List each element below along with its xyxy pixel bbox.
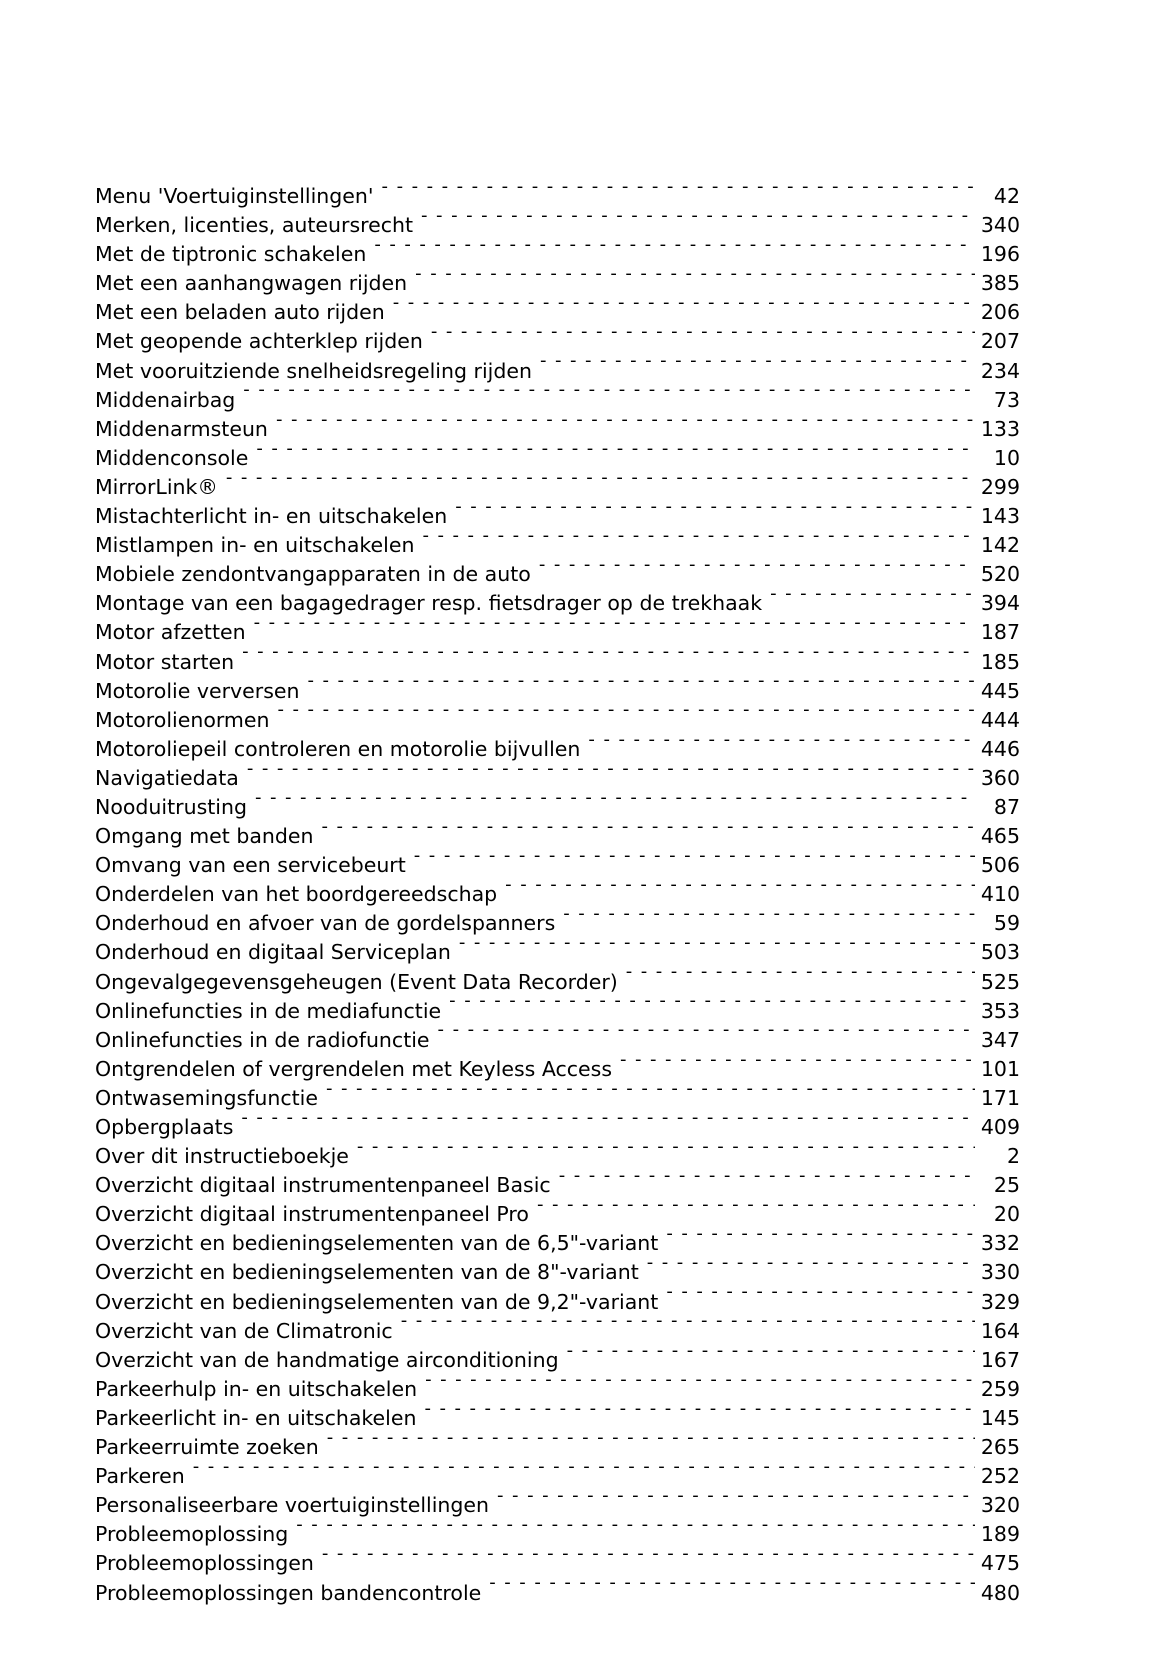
- index-entry[interactable]: [95, 1171, 1020, 1200]
- dot-leader: [497, 1492, 975, 1513]
- index-entry[interactable]: [95, 240, 1020, 269]
- dot-leader: [415, 270, 975, 291]
- index-entry-page-number: 145: [980, 1405, 1020, 1430]
- index-entry[interactable]: [95, 1520, 1020, 1549]
- index-entry[interactable]: [95, 182, 1020, 211]
- index-entry-title: Met vooruitziende snelheidsregeling rijden: [95, 358, 532, 383]
- index-entry-page-number: 185: [980, 649, 1020, 674]
- index-entry[interactable]: [95, 473, 1020, 502]
- index-entry-page-number: 320: [980, 1493, 1020, 1518]
- index-entry[interactable]: [95, 618, 1020, 647]
- index-entry[interactable]: [95, 1462, 1020, 1491]
- index-entry-title: Overzicht en bedieningselementen van de 9,2"-variant: [95, 1289, 659, 1314]
- dot-leader: [666, 1230, 975, 1251]
- dot-leader: [449, 997, 975, 1018]
- index-entry-page-number: 525: [980, 969, 1020, 994]
- index-entry-page-number: 340: [980, 213, 1020, 238]
- dot-leader: [247, 764, 975, 785]
- dot-leader: [322, 1550, 975, 1571]
- dot-leader: [438, 1026, 975, 1047]
- index-entry[interactable]: [95, 327, 1020, 356]
- index-entry-page-number: 171: [980, 1085, 1020, 1110]
- index-entry[interactable]: [95, 1258, 1020, 1287]
- index-entry[interactable]: [95, 1404, 1020, 1433]
- index-entry-title: Motor starten: [95, 649, 235, 674]
- index-entry-title: Ontwasemingsfunctie: [95, 1085, 318, 1110]
- index-entry-page-number: 87: [993, 794, 1020, 819]
- dot-leader: [278, 706, 975, 727]
- dot-leader: [393, 299, 975, 320]
- index-entry-page-number: 394: [980, 591, 1020, 616]
- index-entry-page-number: 133: [980, 416, 1020, 441]
- index-entry-title: Middenconsole: [95, 445, 249, 470]
- index-entry[interactable]: [95, 1084, 1020, 1113]
- index-entry-title: Overzicht van de handmatige airconditioning: [95, 1347, 559, 1372]
- index-entry[interactable]: [95, 531, 1020, 560]
- index-entry-page-number: 167: [980, 1347, 1020, 1372]
- index-entry-page-number: 520: [980, 562, 1020, 587]
- index-entry-page-number: 164: [980, 1318, 1020, 1343]
- dot-leader: [424, 1404, 975, 1425]
- index-entry-page-number: 25: [993, 1173, 1020, 1198]
- index-entry[interactable]: [95, 357, 1020, 386]
- index-entry-title: Motorolie verversen: [95, 678, 300, 703]
- index-entry-page-number: 189: [980, 1522, 1020, 1547]
- index-entry-title: Overzicht digitaal instrumentenpaneel Pro: [95, 1202, 529, 1227]
- index-entry-title: Onlinefuncties in de radiofunctie: [95, 1027, 430, 1052]
- index-entry-page-number: 252: [980, 1464, 1020, 1489]
- dot-leader: [770, 590, 975, 611]
- index-entry-title: Onderhoud en afvoer van de gordelspanners: [95, 911, 556, 936]
- index-entry[interactable]: [95, 968, 1020, 997]
- dot-leader: [537, 1201, 975, 1222]
- dot-leader: [254, 619, 975, 640]
- index-entry-title: Overzicht digitaal instrumentenpaneel Basic: [95, 1173, 551, 1198]
- index-entry-title: Middenarmsteun: [95, 416, 268, 441]
- index-entry-title: Nooduitrusting: [95, 794, 247, 819]
- index-entry[interactable]: [95, 560, 1020, 589]
- index-entry[interactable]: [95, 589, 1020, 618]
- index-entry-page-number: 143: [980, 504, 1020, 529]
- index-entry[interactable]: [95, 909, 1020, 938]
- index-entry-title: Opbergplaats: [95, 1115, 234, 1139]
- index-entry-title: Probleemoplossingen bandencontrole: [95, 1580, 482, 1605]
- index-entry-title: Navigatiedata: [95, 765, 239, 790]
- index-entry-title: Over dit instructieboekje: [95, 1144, 349, 1169]
- index-entry-list: [95, 182, 1020, 1608]
- index-entry-title: Middenairbag: [95, 387, 236, 412]
- index-entry-page-number: 265: [980, 1435, 1020, 1460]
- index-entry-title: MirrorLink®: [95, 474, 218, 499]
- index-entry-title: Merken, licenties, auteursrecht: [95, 213, 414, 238]
- index-entry-title: Met een beladen auto rijden: [95, 300, 385, 325]
- index-entry-title: Probleemoplossing: [95, 1522, 289, 1547]
- dot-leader: [414, 852, 975, 873]
- index-entry[interactable]: [95, 677, 1020, 706]
- index-entry-page-number: 2: [1006, 1144, 1020, 1169]
- index-entry[interactable]: [95, 997, 1020, 1026]
- dot-leader: [431, 328, 975, 349]
- dot-leader: [193, 1463, 975, 1484]
- dot-leader: [539, 561, 975, 582]
- index-entry[interactable]: [95, 1026, 1020, 1055]
- dot-leader: [455, 503, 975, 524]
- index-entry[interactable]: [95, 386, 1020, 415]
- index-entry-page-number: 410: [980, 882, 1020, 907]
- index-entry-title: Mistlampen in- en uitschakelen: [95, 533, 415, 558]
- index-entry-page-number: 446: [980, 736, 1020, 761]
- index-entry-page-number: 329: [980, 1289, 1020, 1314]
- index-entry-page-number: 330: [980, 1260, 1020, 1285]
- index-entry[interactable]: [95, 1549, 1020, 1578]
- index-entry-title: Mobiele zendontvangapparaten in de auto: [95, 562, 531, 587]
- index-entry-title: Overzicht en bedieningselementen van de 8"-variant: [95, 1260, 639, 1285]
- index-entry-title: Met geopende achterklep rijden: [95, 329, 423, 354]
- dot-leader: [226, 473, 975, 494]
- index-entry[interactable]: [95, 793, 1020, 822]
- dot-leader: [422, 532, 975, 553]
- index-entry[interactable]: [95, 1491, 1020, 1520]
- index-entry-page-number: 187: [980, 620, 1020, 645]
- index-entry[interactable]: [95, 502, 1020, 531]
- dot-leader: [489, 1579, 975, 1600]
- index-entry-title: Motorolienormen: [95, 707, 270, 732]
- index-entry[interactable]: [95, 1142, 1020, 1171]
- index-entry-page-number: 506: [980, 853, 1020, 878]
- index-entry-page-number: 332: [980, 1231, 1020, 1256]
- index-entry[interactable]: [95, 1317, 1020, 1346]
- index-entry[interactable]: [95, 648, 1020, 677]
- index-entry-page-number: 259: [980, 1376, 1020, 1401]
- dot-leader: [666, 1288, 975, 1309]
- index-entry-title: Motoroliepeil controleren en motorolie bijvullen: [95, 736, 581, 761]
- index-entry[interactable]: [95, 298, 1020, 327]
- index-entry[interactable]: [95, 764, 1020, 793]
- index-entry[interactable]: [95, 1288, 1020, 1317]
- index-entry-title: Mistachterlicht in- en uitschakelen: [95, 504, 448, 529]
- index-entry[interactable]: [95, 415, 1020, 444]
- index-entry-title: Parkeerruimte zoeken: [95, 1435, 319, 1460]
- dot-leader: [505, 881, 975, 902]
- index-entry-title: Met de tiptronic schakelen: [95, 242, 367, 267]
- index-entry-title: Personaliseerbare voertuiginstellingen: [95, 1493, 490, 1518]
- index-entry[interactable]: [95, 444, 1020, 473]
- index-entry-page-number: 360: [980, 765, 1020, 790]
- index-entry-title: Probleemoplossingen: [95, 1551, 314, 1576]
- index-entry-title: Parkeerlicht in- en uitschakelen: [95, 1405, 417, 1430]
- index-entry-title: Onderhoud en digitaal Serviceplan: [95, 940, 451, 965]
- index-entry-page-number: 445: [980, 678, 1020, 703]
- index-entry-page-number: 20: [993, 1202, 1020, 1227]
- index-entry-title: Omgang met banden: [95, 824, 314, 849]
- index-entry[interactable]: [95, 880, 1020, 909]
- index-entry[interactable]: [95, 706, 1020, 735]
- dot-leader: [425, 1375, 975, 1396]
- dot-leader: [421, 212, 975, 233]
- index-entry-title: Menu 'Voertuiginstellingen': [95, 184, 374, 208]
- index-entry[interactable]: [95, 1346, 1020, 1375]
- dot-leader: [322, 823, 975, 844]
- dot-leader: [256, 444, 975, 465]
- index-entry-title: Omvang van een servicebeurt: [95, 853, 406, 878]
- index-entry[interactable]: [95, 1229, 1020, 1258]
- dot-leader: [459, 939, 975, 960]
- index-entry[interactable]: [95, 211, 1020, 240]
- index-entry-page-number: 347: [980, 1027, 1020, 1052]
- dot-leader: [626, 968, 975, 989]
- index-entry[interactable]: [95, 822, 1020, 851]
- index-entry-page-number: 101: [980, 1056, 1020, 1081]
- index-entry-title: Motor afzetten: [95, 620, 246, 645]
- index-entry-title: Montage van een bagagedrager resp. fietsdrager op de trekhaak: [95, 591, 763, 616]
- index-entry[interactable]: [95, 1579, 1020, 1608]
- dot-leader: [243, 386, 975, 407]
- dot-leader: [357, 1143, 975, 1164]
- index-entry[interactable]: [95, 1375, 1020, 1404]
- index-entry-title: Overzicht van de Climatronic: [95, 1318, 393, 1343]
- index-entry-title: Onderdelen van het boordgereedschap: [95, 882, 498, 907]
- index-entry-page-number: 59: [993, 911, 1020, 936]
- dot-leader: [241, 1114, 975, 1135]
- index-entry-page-number: 385: [980, 271, 1020, 296]
- index-entry-page-number: 42: [993, 184, 1020, 208]
- index-entry-page-number: 207: [980, 329, 1020, 354]
- index-entry-title: Ongevalgegevensgeheugen (Event Data Recorder): [95, 969, 618, 994]
- dot-leader: [647, 1259, 975, 1280]
- index-entry-page-number: 10: [993, 445, 1020, 470]
- index-entry-title: Overzicht en bedieningselementen van de 6,5"-variant: [95, 1231, 659, 1256]
- index-entry[interactable]: [95, 269, 1020, 298]
- index-entry-page-number: 475: [980, 1551, 1020, 1576]
- index-entry[interactable]: [95, 851, 1020, 880]
- dot-leader: [382, 183, 975, 204]
- index-entry-page-number: 409: [980, 1115, 1020, 1139]
- index-entry-page-number: 73: [993, 387, 1020, 412]
- index-entry-title: Parkeerhulp in- en uitschakelen: [95, 1376, 418, 1401]
- index-entry-page-number: 142: [980, 533, 1020, 558]
- dot-leader: [588, 735, 975, 756]
- index-entry-page-number: 480: [980, 1580, 1020, 1605]
- dot-leader: [620, 1055, 975, 1076]
- dot-leader: [276, 415, 975, 436]
- dot-leader: [255, 793, 975, 814]
- index-entry-page-number: 444: [980, 707, 1020, 732]
- index-entry-page-number: 465: [980, 824, 1020, 849]
- index-entry[interactable]: [95, 1200, 1020, 1229]
- dot-leader: [307, 677, 975, 698]
- index-entry-title: Parkeren: [95, 1464, 185, 1489]
- index-entry-page-number: 503: [980, 940, 1020, 965]
- dot-leader: [559, 1172, 975, 1193]
- index-entry-page-number: 299: [980, 474, 1020, 499]
- dot-leader: [327, 1434, 975, 1455]
- dot-leader: [567, 1346, 975, 1367]
- dot-leader: [563, 910, 975, 931]
- index-entry[interactable]: [95, 1055, 1020, 1084]
- index-entry[interactable]: [95, 938, 1020, 967]
- index-entry[interactable]: [95, 1433, 1020, 1462]
- index-entry-title: Ontgrendelen of vergrendelen met Keyless Access: [95, 1056, 612, 1081]
- index-entry-page-number: 234: [980, 358, 1020, 383]
- index-entry[interactable]: [95, 735, 1020, 764]
- index-entry[interactable]: [95, 1113, 1020, 1142]
- index-entry-title: Onlinefuncties in de mediafunctie: [95, 998, 442, 1023]
- dot-leader: [540, 357, 975, 378]
- dot-leader: [242, 648, 975, 669]
- index-entry-page-number: 196: [980, 242, 1020, 267]
- dot-leader: [374, 241, 975, 262]
- dot-leader: [326, 1084, 975, 1105]
- index-entry-title: Met een aanhangwagen rijden: [95, 271, 408, 296]
- index-entry-page-number: 353: [980, 998, 1020, 1023]
- index-entry-page-number: 206: [980, 300, 1020, 325]
- dot-leader: [296, 1521, 975, 1542]
- dot-leader: [401, 1317, 975, 1338]
